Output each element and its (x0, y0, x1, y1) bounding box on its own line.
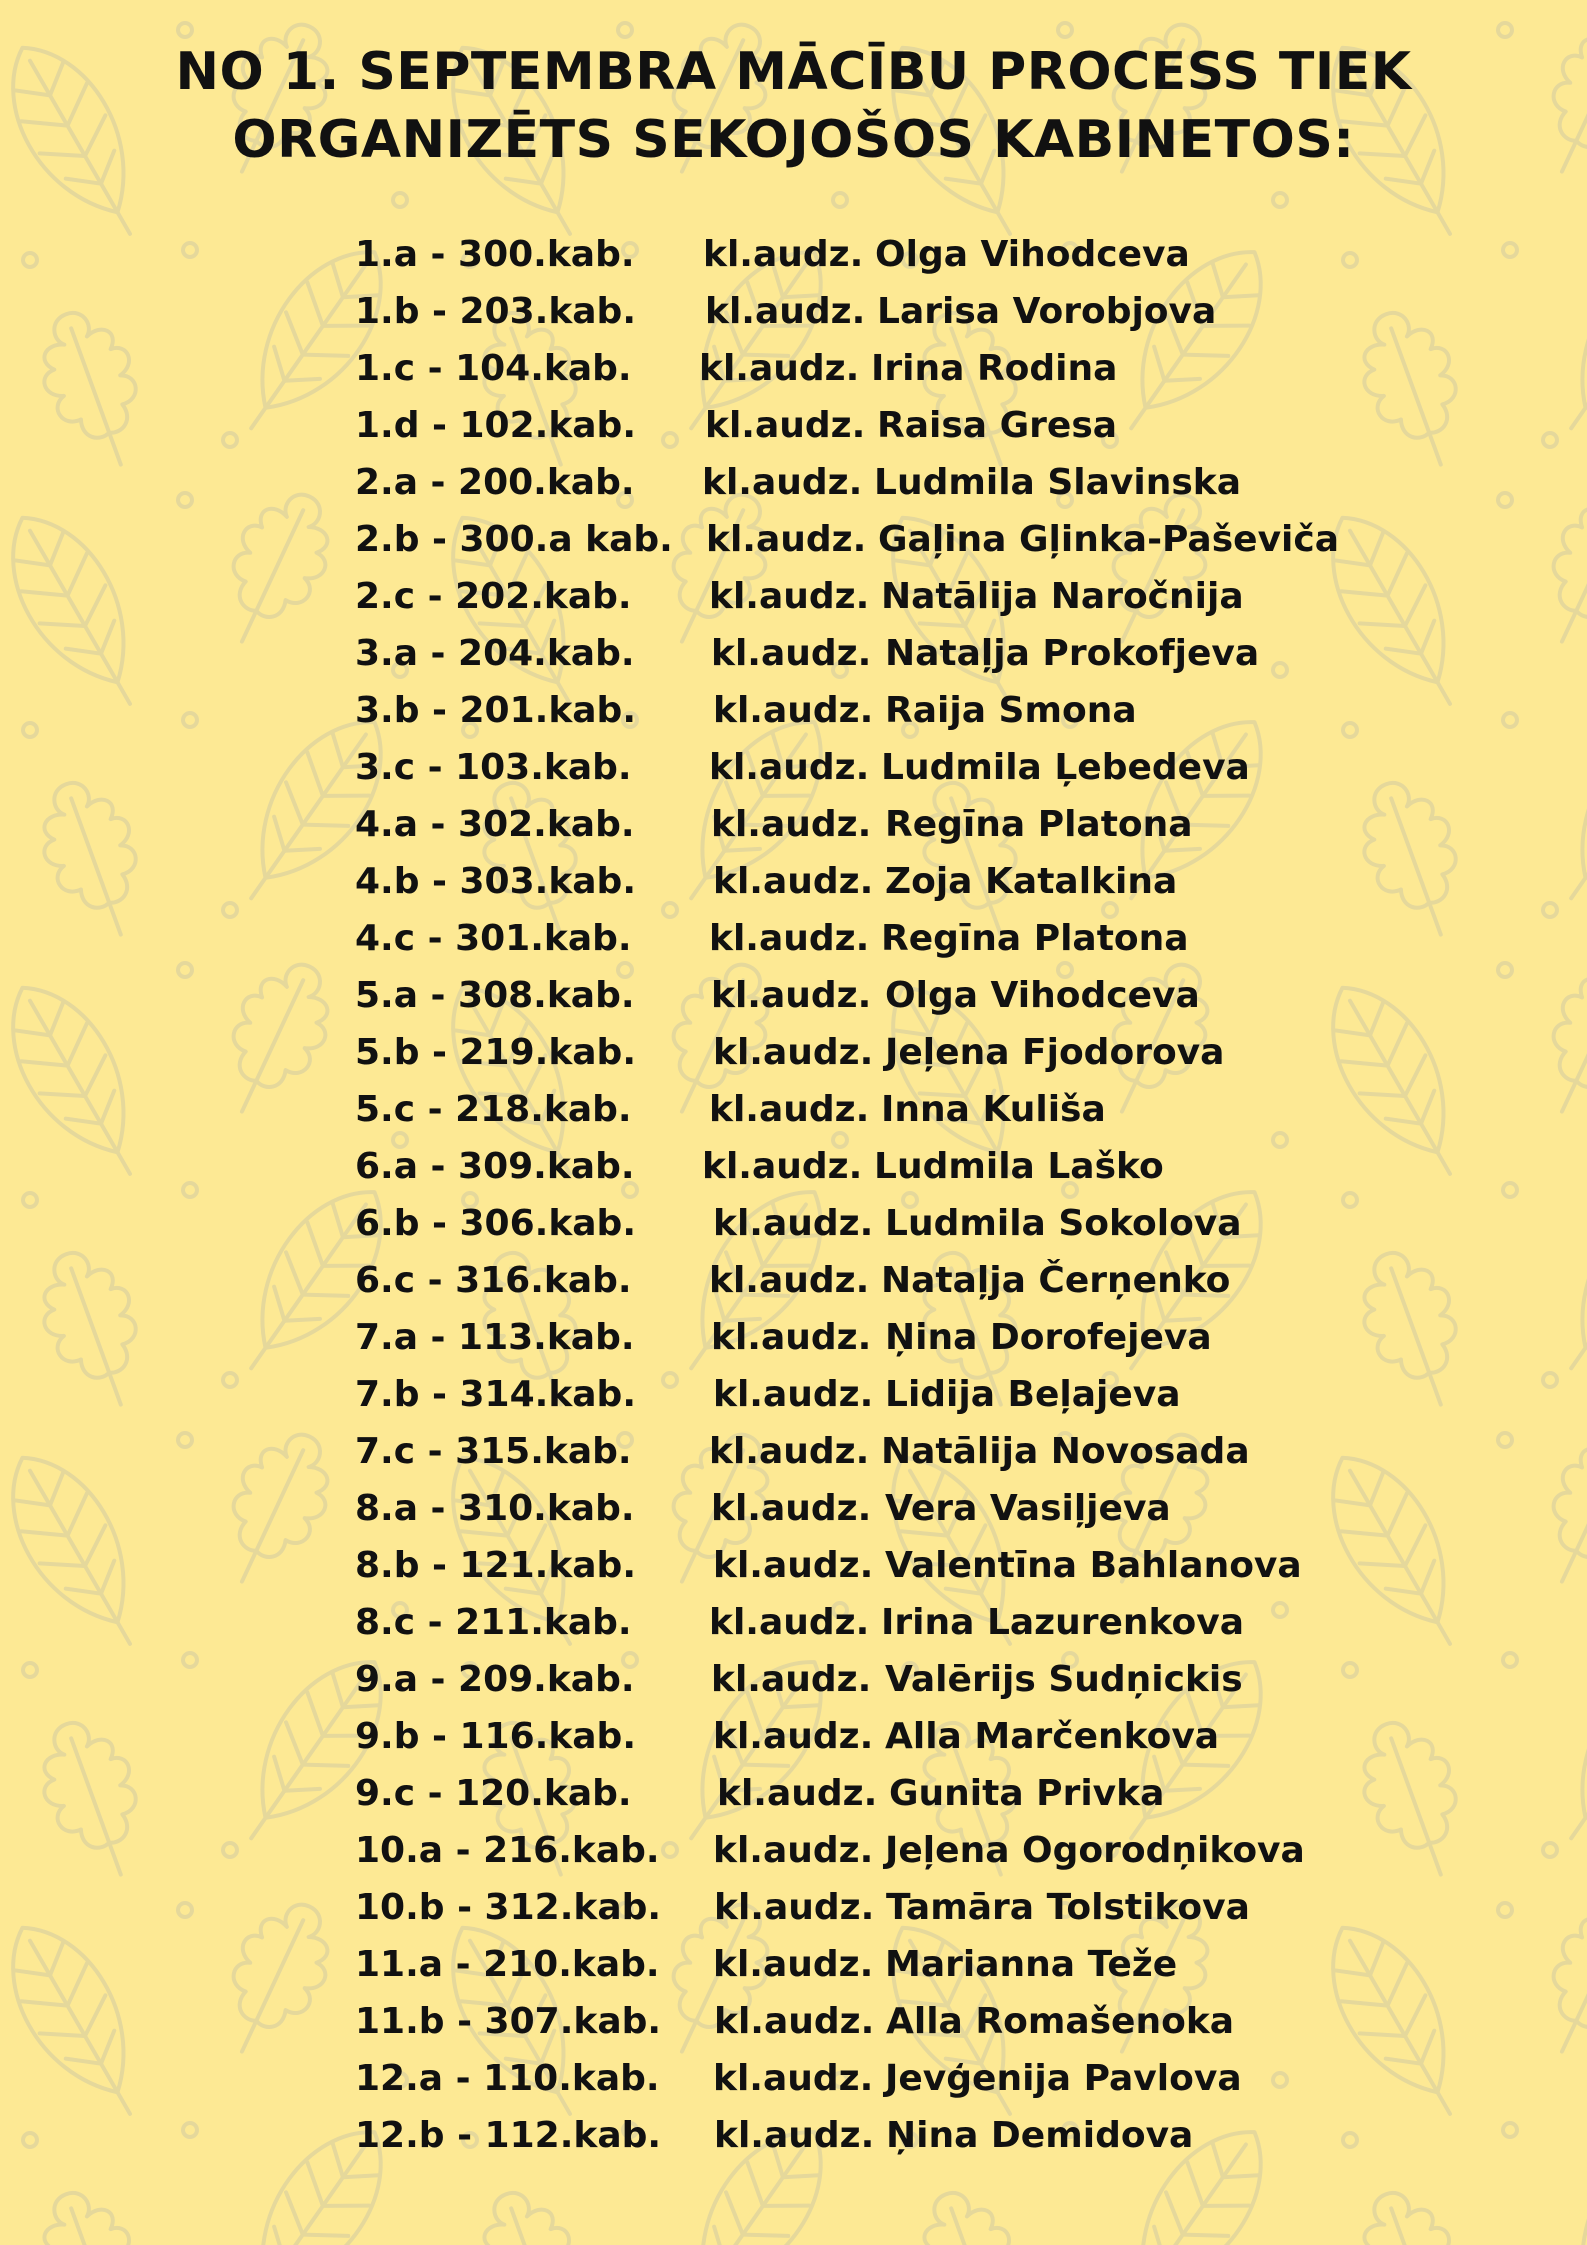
class-room: 7.b - 314.kab. (355, 1374, 637, 1415)
list-item (355, 796, 1355, 853)
class-teacher-label: kl.audz. (705, 405, 866, 446)
list-item (355, 1537, 1355, 1594)
teacher-name: Ludmila Laško (874, 1146, 1164, 1187)
class-room: 8.c - 211.kab. (355, 1602, 632, 1643)
list-item (355, 1879, 1355, 1936)
class-room: 1.d - 102.kab. (355, 405, 637, 446)
list-item (355, 1366, 1355, 1423)
teacher-name: Gunita Privka (889, 1773, 1165, 1814)
class-room: 6.b - 306.kab. (355, 1203, 637, 1244)
list-item (355, 511, 1355, 568)
class-teacher-label: kl.audz. (717, 1773, 878, 1814)
class-teacher-label: kl.audz. (709, 747, 870, 788)
class-teacher-label: kl.audz. (709, 1260, 870, 1301)
teacher-name: Lidija Beļajeva (885, 1374, 1181, 1415)
title-line-1: NO 1. SEPTEMBRA MĀCĪBU PROCESS TIEK (175, 42, 1412, 102)
class-teacher-label: kl.audz. (714, 2115, 875, 2156)
list-item (355, 454, 1355, 511)
teacher-name: Ludmila Sokolova (885, 1203, 1242, 1244)
class-room: 12.b - 112.kab. (355, 2115, 662, 2156)
teacher-name: Raisa Gresa (877, 405, 1118, 446)
class-room: 2.c - 202.kab. (355, 576, 632, 617)
class-teacher-label: kl.audz. (709, 1602, 870, 1643)
class-room: 1.b - 203.kab. (355, 291, 637, 332)
class-teacher-label: kl.audz. (713, 1032, 874, 1073)
teacher-name: Ņina Dorofejeva (885, 1317, 1212, 1358)
list-item (355, 1081, 1355, 1138)
class-room: 3.a - 204.kab. (355, 633, 635, 674)
class-room: 4.a - 302.kab. (355, 804, 635, 845)
class-room: 10.a - 216.kab. (355, 1830, 660, 1871)
teacher-name: Tamāra Tolstikova (886, 1887, 1250, 1928)
class-teacher-label: kl.audz. (709, 918, 870, 959)
class-teacher-label: kl.audz. (713, 1944, 874, 1985)
class-teacher-label: kl.audz. (709, 576, 870, 617)
class-room: 9.a - 209.kab. (355, 1659, 635, 1700)
class-room: 2.a - 200.kab. (355, 462, 635, 503)
list-item (355, 1993, 1355, 2050)
class-room: 9.c - 120.kab. (355, 1773, 632, 1814)
class-teacher-label: kl.audz. (713, 1545, 874, 1586)
class-room: 5.b - 219.kab. (355, 1032, 637, 1073)
class-room: 4.c - 301.kab. (355, 918, 632, 959)
list-item (355, 682, 1355, 739)
teacher-name: Natālija Naročnija (881, 576, 1244, 617)
teacher-name: Larisa Vorobjova (877, 291, 1217, 332)
class-teacher-label: kl.audz. (713, 1830, 874, 1871)
list-item (355, 910, 1355, 967)
list-item (355, 1423, 1355, 1480)
class-teacher-label: kl.audz. (705, 291, 866, 332)
class-teacher-label: kl.audz. (714, 2001, 875, 2042)
teacher-name: Ņina Demidova (886, 2115, 1194, 2156)
class-teacher-label: kl.audz. (709, 1089, 870, 1130)
classroom-list (355, 226, 1355, 2164)
class-room: 2.b - 300.a kab. (355, 519, 673, 560)
class-room: 7.a - 113.kab. (355, 1317, 635, 1358)
teacher-name: Valentīna Bahlanova (885, 1545, 1302, 1586)
class-room: 6.a - 309.kab. (355, 1146, 635, 1187)
teacher-name: Valērijs Sudņickis (885, 1659, 1243, 1700)
teacher-name: Raija Smona (885, 690, 1137, 731)
class-teacher-label: kl.audz. (711, 633, 872, 674)
teacher-name: Jeļena Ogorodņikova (885, 1830, 1305, 1871)
class-teacher-label: kl.audz. (713, 690, 874, 731)
class-room: 5.c - 218.kab. (355, 1089, 632, 1130)
class-teacher-label: kl.audz. (711, 1659, 872, 1700)
class-teacher-label: kl.audz. (702, 1146, 863, 1187)
list-item (355, 1765, 1355, 1822)
teacher-name: Zoja Katalkina (885, 861, 1178, 902)
list-item (355, 967, 1355, 1024)
class-room: 5.a - 308.kab. (355, 975, 635, 1016)
teacher-name: Vera Vasiļjeva (885, 1488, 1171, 1529)
list-item (355, 397, 1355, 454)
class-room: 9.b - 116.kab. (355, 1716, 637, 1757)
class-teacher-label: kl.audz. (711, 975, 872, 1016)
teacher-name: Natālija Novosada (881, 1431, 1250, 1472)
teacher-name: Alla Romašenoka (886, 2001, 1235, 2042)
list-item (355, 1936, 1355, 1993)
teacher-name: Irina Lazurenkova (881, 1602, 1245, 1643)
list-item (355, 1195, 1355, 1252)
class-room: 11.b - 307.kab. (355, 2001, 662, 2042)
teacher-name: Ludmila Ļebedeva (881, 747, 1250, 788)
list-item (355, 625, 1355, 682)
class-teacher-label: kl.audz. (713, 861, 874, 902)
list-item (355, 1252, 1355, 1309)
class-room: 8.a - 310.kab. (355, 1488, 635, 1529)
list-item (355, 1309, 1355, 1366)
list-item (355, 1708, 1355, 1765)
class-teacher-label: kl.audz. (709, 1431, 870, 1472)
teacher-name: Inna Kuliša (881, 1089, 1106, 1130)
class-room: 3.c - 103.kab. (355, 747, 632, 788)
list-item (355, 1651, 1355, 1708)
class-teacher-label: kl.audz. (706, 519, 867, 560)
teacher-name: Jevģenija Pavlova (885, 2058, 1242, 2099)
class-room: 6.c - 316.kab. (355, 1260, 632, 1301)
list-item (355, 568, 1355, 625)
class-teacher-label: kl.audz. (711, 804, 872, 845)
teacher-name: Olga Vihodceva (885, 975, 1200, 1016)
teacher-name: Nataļja Čerņenko (881, 1260, 1231, 1301)
class-room: 3.b - 201.kab. (355, 690, 637, 731)
list-item (355, 739, 1355, 796)
class-room: 11.a - 210.kab. (355, 1944, 660, 1985)
list-item (355, 2050, 1355, 2107)
list-item (355, 1594, 1355, 1651)
title-line-2: ORGANIZĒTS SEKOJOŠOS KABINETOS: (232, 110, 1355, 170)
class-room: 4.b - 303.kab. (355, 861, 637, 902)
class-teacher-label: kl.audz. (703, 234, 864, 275)
teacher-name: Alla Marčenkova (885, 1716, 1220, 1757)
class-room: 12.a - 110.kab. (355, 2058, 660, 2099)
list-item (355, 853, 1355, 910)
page-title (0, 38, 1587, 174)
class-teacher-label: kl.audz. (711, 1488, 872, 1529)
list-item (355, 1822, 1355, 1879)
teacher-name: Marianna Teže (885, 1944, 1178, 1985)
teacher-name: Nataļja Prokofjeva (885, 633, 1260, 674)
class-teacher-label: kl.audz. (702, 462, 863, 503)
teacher-name: Olga Vihodceva (875, 234, 1190, 275)
class-teacher-label: kl.audz. (713, 1374, 874, 1415)
class-teacher-label: kl.audz. (699, 348, 860, 389)
teacher-name: Ludmila Slavinska (874, 462, 1242, 503)
list-item (355, 1138, 1355, 1195)
class-teacher-label: kl.audz. (714, 1887, 875, 1928)
list-item (355, 1024, 1355, 1081)
list-item (355, 2107, 1355, 2164)
class-teacher-label: kl.audz. (713, 2058, 874, 2099)
list-item (355, 340, 1355, 397)
class-teacher-label: kl.audz. (713, 1203, 874, 1244)
teacher-name: Irina Rodina (871, 348, 1118, 389)
class-teacher-label: kl.audz. (711, 1317, 872, 1358)
class-room: 10.b - 312.kab. (355, 1887, 662, 1928)
list-item (355, 283, 1355, 340)
list-item (355, 1480, 1355, 1537)
class-room: 8.b - 121.kab. (355, 1545, 637, 1586)
class-room: 1.a - 300.kab. (355, 234, 635, 275)
class-room: 1.c - 104.kab. (355, 348, 632, 389)
teacher-name: Gaļina Gļinka-Paševiča (878, 519, 1340, 560)
list-item (355, 226, 1355, 283)
class-room: 7.c - 315.kab. (355, 1431, 632, 1472)
teacher-name: Jeļena Fjodorova (885, 1032, 1225, 1073)
teacher-name: Regīna Platona (885, 804, 1193, 845)
class-teacher-label: kl.audz. (713, 1716, 874, 1757)
teacher-name: Regīna Platona (881, 918, 1189, 959)
